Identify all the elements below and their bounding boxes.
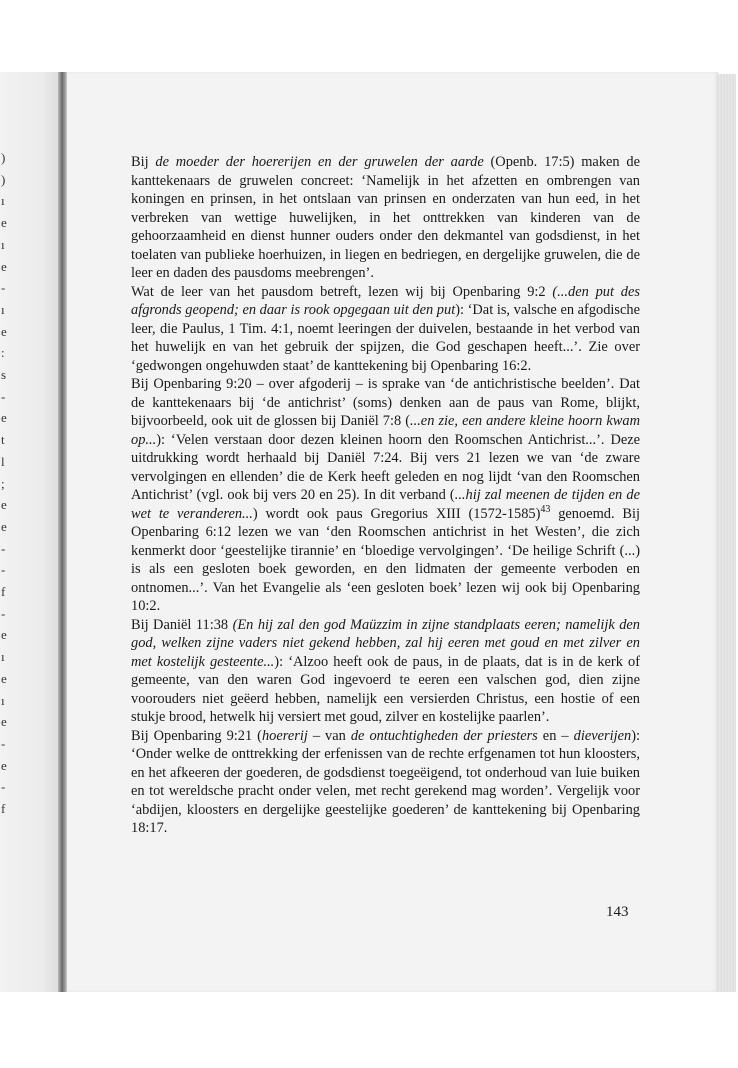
facing-page-glyph: ı [1,193,5,209]
facing-page-glyph: ı [1,236,5,252]
facing-page-glyph: e [1,670,7,686]
facing-page-glyph: e [1,215,7,231]
page-stack-edge [716,74,736,992]
text-run: ): ‘Dat is, valsche en afgodische leer, die Paulus, 1 Tim. 4:1, noemt leeringen der duivelen, bestaande in het verbod van het huwelijk en van het gebruik der spijzen, die God geschapen heeft...’. Zie over ‘gedwongen ongehuwden staat’ de kanttekening bij Openbaring 16:2. [131,302,640,374]
facing-page-glyph: - [1,280,6,296]
text-run: – van [307,727,351,744]
facing-page-glyph: f [1,584,6,599]
facing-page-glyph: e [1,323,7,339]
italic-quote: dieverijen [573,727,632,744]
facing-page-glyph: l [1,453,5,469]
text-run: ): ‘Alzoo heeft ook de paus, in de plaats, dat is in de kerk of gemeente, van den waren God ingevoerd te eeren een valschen god, dien zijne voorouders niet geëerd hebben, namelijk een versierden Christus, een hostie of een stukje brood, hetwelk hij versiert met goud, zilver en kostelijke paarlen’. [131,653,640,725]
text-run: en – [537,727,574,744]
facing-page-glyph: e [1,518,7,534]
footnote-ref: 43 [540,503,551,515]
facing-page-glyph: - [1,605,6,621]
paragraph [131,727,640,838]
text-run: (Openb. 17:5) maken de kanttekenaars de gruwelen concreet: ‘Namelijk in het afzetten en ombrengen van koningen en prinsen, in het ontslaan van prinsen en onderzaten van hun eed, in het verbreken van wettige huwelijken, in het onttrekken van kinderen van de gehoorzaamheid en dienst hunner ouders onder den dekmantel van godsdienst, in het toelaten van publieke hoerhuizen, in liegen en bedriegen, en dergelijke gruwelen, die de leer en daden des pausdoms meebrengen’. [131,154,640,281]
text-run: ) wordt ook paus Gregorius XIII (1572-1585) [252,505,541,522]
text-run: Bij [131,154,156,170]
text-run: Wat de leer van het pausdom betreft, lezen wij bij Openbaring 9:2 [131,283,553,300]
facing-page-glyph: e [1,258,7,274]
facing-page-glyph: e [1,757,7,773]
text-run: Bij Openbaring 9:20 – over afgoderij – is sprake van ‘de antichristische beelden’. Dat de kanttekenaars bij ‘de antichrist’ (soms) denken aan de paus van Rome, blijkt, bijvoorbeeld, ook uit de glossen bij Daniël 7:8 ( [131,376,640,429]
facing-page-glyph: ı [1,649,5,665]
facing-page-glyph: - [1,779,6,795]
paragraph [131,616,640,727]
italic-quote: ...en zie, een andere kleine hoorn kwam op... [131,413,640,448]
facing-page-glyph: e [1,714,7,730]
paragraph [131,153,640,283]
italic-quote: (...den put des afgronds geopend; en daar is rook opgegaan uit den put [131,283,640,318]
text-run: genoemd. Bij Openbaring 6:12 lezen we van ‘den Roomschen antichrist in het Westen’, die zich kenmerkt door ‘geestelijke tirannie’ en ‘bloedige vervolgingen’. ‘De heilige Schrift (...) is als een gesloten boek geworden, en den lidmaten der gemeente verboden en ontnomen...’. Van het Evangelie als ‘een gesloten boek’ lezen wij ook bij Openbaring 10:2. [131,505,640,614]
facing-page-glyph: - [1,540,6,556]
text-run: ): ‘Onder welke de onttrekking der erfenissen van de rechte erfgenamen tot hun kloosters, en het afkeeren der goederen, de godsdienst toegeëigend, tot onderhoud van luie buiken en tot wereldsche pracht onder velen, met recht gerekend mag worden’. Vergelijk voor ‘abdijen, kloosters en dergelijke geestelijke goederen’ de kanttekening bij Openbaring 18:17. [131,727,640,836]
page-number: 143 [606,904,629,920]
paragraph [131,283,640,376]
facing-page-glyph: - [1,388,6,404]
facing-page-glyph: f [1,801,6,816]
facing-page-glyph: e [1,410,7,426]
facing-page-glyph: ) [1,171,6,187]
paragraph [131,375,640,616]
facing-page-glyph: e [1,497,7,513]
facing-page-glyph: ı [1,692,5,708]
facing-page-glyph: ; [1,475,5,491]
facing-page-glyph: e [1,627,7,643]
text-run: Bij Openbaring 9:21 ( [131,727,262,744]
facing-page-glyph: t [1,432,5,448]
facing-page-glyph: ı [1,301,5,317]
facing-page-glyph: s [1,367,7,382]
text-run: Bij Daniël 11:38 [131,616,233,633]
facing-page-glyph: ) [1,150,6,165]
facing-page-glyph: - [1,562,6,578]
italic-quote: ...hij zal meenen de tijden en de wet te veranderen... [131,487,640,522]
italic-quote: hoererij [261,727,308,744]
body-text [131,153,640,838]
facing-page-text-fragments [0,72,10,992]
facing-page-glyph: - [1,735,6,751]
facing-page-edge [0,72,60,992]
italic-quote: de ontuchtigheden der priesters [350,727,538,744]
italic-quote: (En hij zal den god Maüzzim in zijne standplaats eeren; namelijk den god, welken zijne vaders niet gekend hebben, zal hij eeren met goud en met zilver en met kostelijk gesteente... [131,616,640,670]
italic-quote: de moeder der hoererijen en der gruwelen der aarde [155,154,484,170]
text-run: ): ‘Velen verstaan door dezen kleinen hoorn den Roomschen Antichrist...’. Deze uitdrukking wordt herhaald bij Daniël 7:24. Bij vers 21 lezen we van ‘de zware vervolgingen en ellenden’ die de Kerk heeft geleden en nog lijdt ‘van den Roomschen Antichrist’ (vgl. ook bij vers 20 en 25). In dit verband ( [131,431,640,503]
facing-page-glyph: : [1,345,5,361]
